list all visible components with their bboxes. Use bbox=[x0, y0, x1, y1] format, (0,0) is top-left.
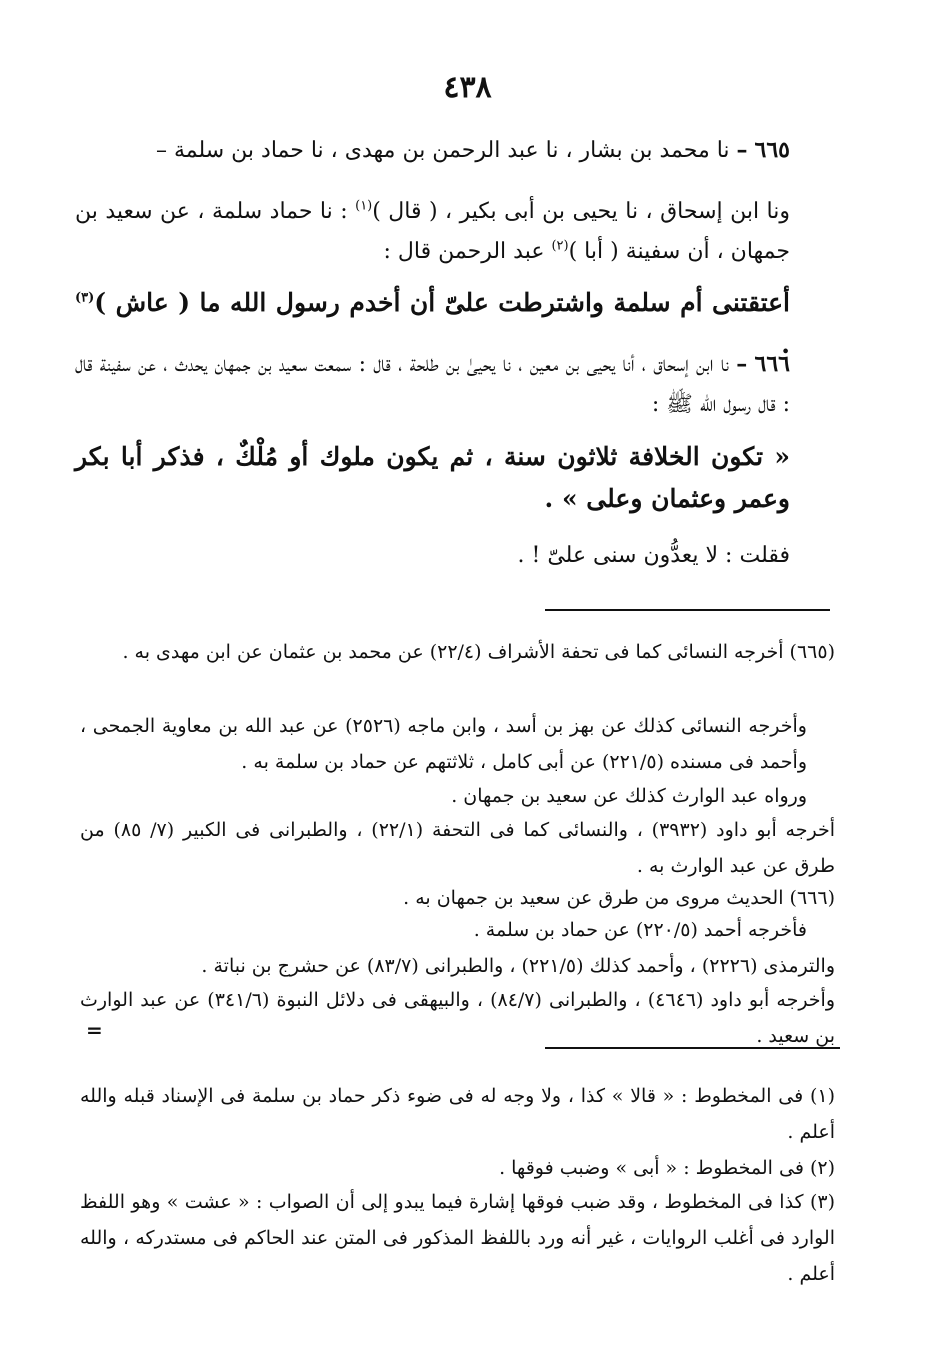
note-1: (١) فى المخطوط : « قالا » كذا ، ولا وجه له فى ضوء ذكر حماد بن سلمة فى الإسناد قبله والله أعلم . bbox=[80, 1085, 835, 1143]
hadith-665-isnad-line1 bbox=[75, 130, 790, 171]
takhrij-666-p7: والترمذى (٢٢٢٦) ، وأحمد كذلك (٢٢١/٥) ، والطبرانى (٨٣/٧) عن حشرج بن نباتة . bbox=[201, 955, 835, 977]
hadith-665-isnad-part-a: ونا ابن إسحاق ، نا يحيى بن أبى بكير ، ( قال ) bbox=[372, 199, 790, 224]
continuation-mark: = bbox=[86, 1018, 103, 1042]
page-number: ٤٣٨ bbox=[443, 70, 492, 105]
footnote-ref-3: (٣) bbox=[75, 290, 95, 306]
takhrij-665-p3: ورواه عبد الوارث كذلك عن سعيد بن جمهان . bbox=[451, 785, 807, 807]
hadith-665-matn-text: أعتقتنى أم سلمة واشترطت علىّ أن أخدم رسول الله ما ( عاش ) bbox=[94, 288, 790, 317]
hadith-665-dash: – bbox=[736, 137, 748, 163]
takhrij-666-p6: فأخرجه أحمد (٢٢٠/٥) عن حماد بن سلمة . bbox=[473, 919, 807, 941]
hadith-666-after: فقلت : لا يعدُّون سنى علىّ ! . bbox=[517, 543, 790, 568]
hadith-666-dash: – bbox=[736, 351, 748, 377]
note-2: (٢) فى المخطوط : « أبى » وضبب فوقها . bbox=[499, 1157, 835, 1179]
hadith-665-matn-end: . bbox=[781, 330, 790, 359]
hadith-665-isnad-part-b: : نا حماد سلمة ، عن سعيد بن جمهان ، أن سفينة ( أبا ) bbox=[75, 199, 790, 264]
hadith-665-isnad-continued bbox=[75, 192, 790, 272]
takhrij-666-p8: وأخرجه أبو داود (٤٦٤٦) ، والطبرانى (٨٤/٧) ، والبيهقى فى دلائل النبوة (٣٤١/٦) عن عبد الوارث بن سعيد . bbox=[80, 989, 835, 1047]
hadith-666-isnad-text: نا ابن إسحاق ، أنا يحيى بن معين ، نا يحيىٰ بن طلحة ، قال : سمعت سعيد بن جمهان يحدث ، عن سفينة قال : قال رسول الله ﷺ : bbox=[75, 352, 790, 417]
hadith-665-isnad-part-c: عبد الرحمن قال : bbox=[383, 239, 545, 264]
takhrij-665-p1: (٦٦٥) أخرجه النسائى كما فى تحفة الأشراف (٢٢/٤) عن محمد بن عثمان عن ابن مهدى به . bbox=[122, 641, 835, 663]
hadith-666-number: ٦٦٦ bbox=[754, 351, 790, 377]
hadith-666-matn: « تكون الخلافة ثلاثون سنة ، ثم يكون ملوك أو مُلْكٌ ، فذكر أبا بكر وعمر وعثمان وعلى » . bbox=[75, 442, 790, 513]
hadith-665-isnad-text: نا محمد بن بشار ، نا عبد الرحمن بن مهدى ، نا حماد بن سلمة – bbox=[155, 138, 730, 163]
notes-divider bbox=[545, 1047, 840, 1049]
hadith-666-isnad bbox=[75, 344, 790, 425]
takhrij-666-p5: (٦٦٦) الحديث مروى من طرق عن سعيد بن جمهان به . bbox=[403, 887, 835, 909]
takhrij-665-p4: أخرجه أبو داود (٣٩٣٢) ، والنسائى كما فى التحفة (٢٢/١) ، والطبرانى فى الكبير (٧/ ٨٥) من طرق عن عبد الوارث به . bbox=[80, 819, 835, 877]
takhrij-divider bbox=[545, 609, 830, 611]
footnote-ref-1: (١) bbox=[355, 198, 373, 214]
hadith-665-number: ٦٦٥ bbox=[754, 137, 790, 163]
footnote-ref-2: (٢) bbox=[551, 238, 569, 254]
note-3: (٣) كذا فى المخطوط ، وقد ضبب فوقها إشارة فيما يبدو إلى أن الصواب : « عشت » وهو اللفظ الوارد فى أغلب الروايات ، غير أنه ورد باللفظ المذكور فى المتن عند الحاكم فى مستدركه ، والله أعلم . bbox=[80, 1191, 835, 1285]
takhrij-665-p2: وأخرجه النسائى كذلك عن بهز بن أسد ، وابن ماجه (٢٥٢٦) عن عبد الله بن معاوية الجمحى ، وأحمد فى مسنده (٢٢١/٥) عن أبى كامل ، ثلاثتهم عن حماد بن سلمة به . bbox=[80, 715, 807, 773]
